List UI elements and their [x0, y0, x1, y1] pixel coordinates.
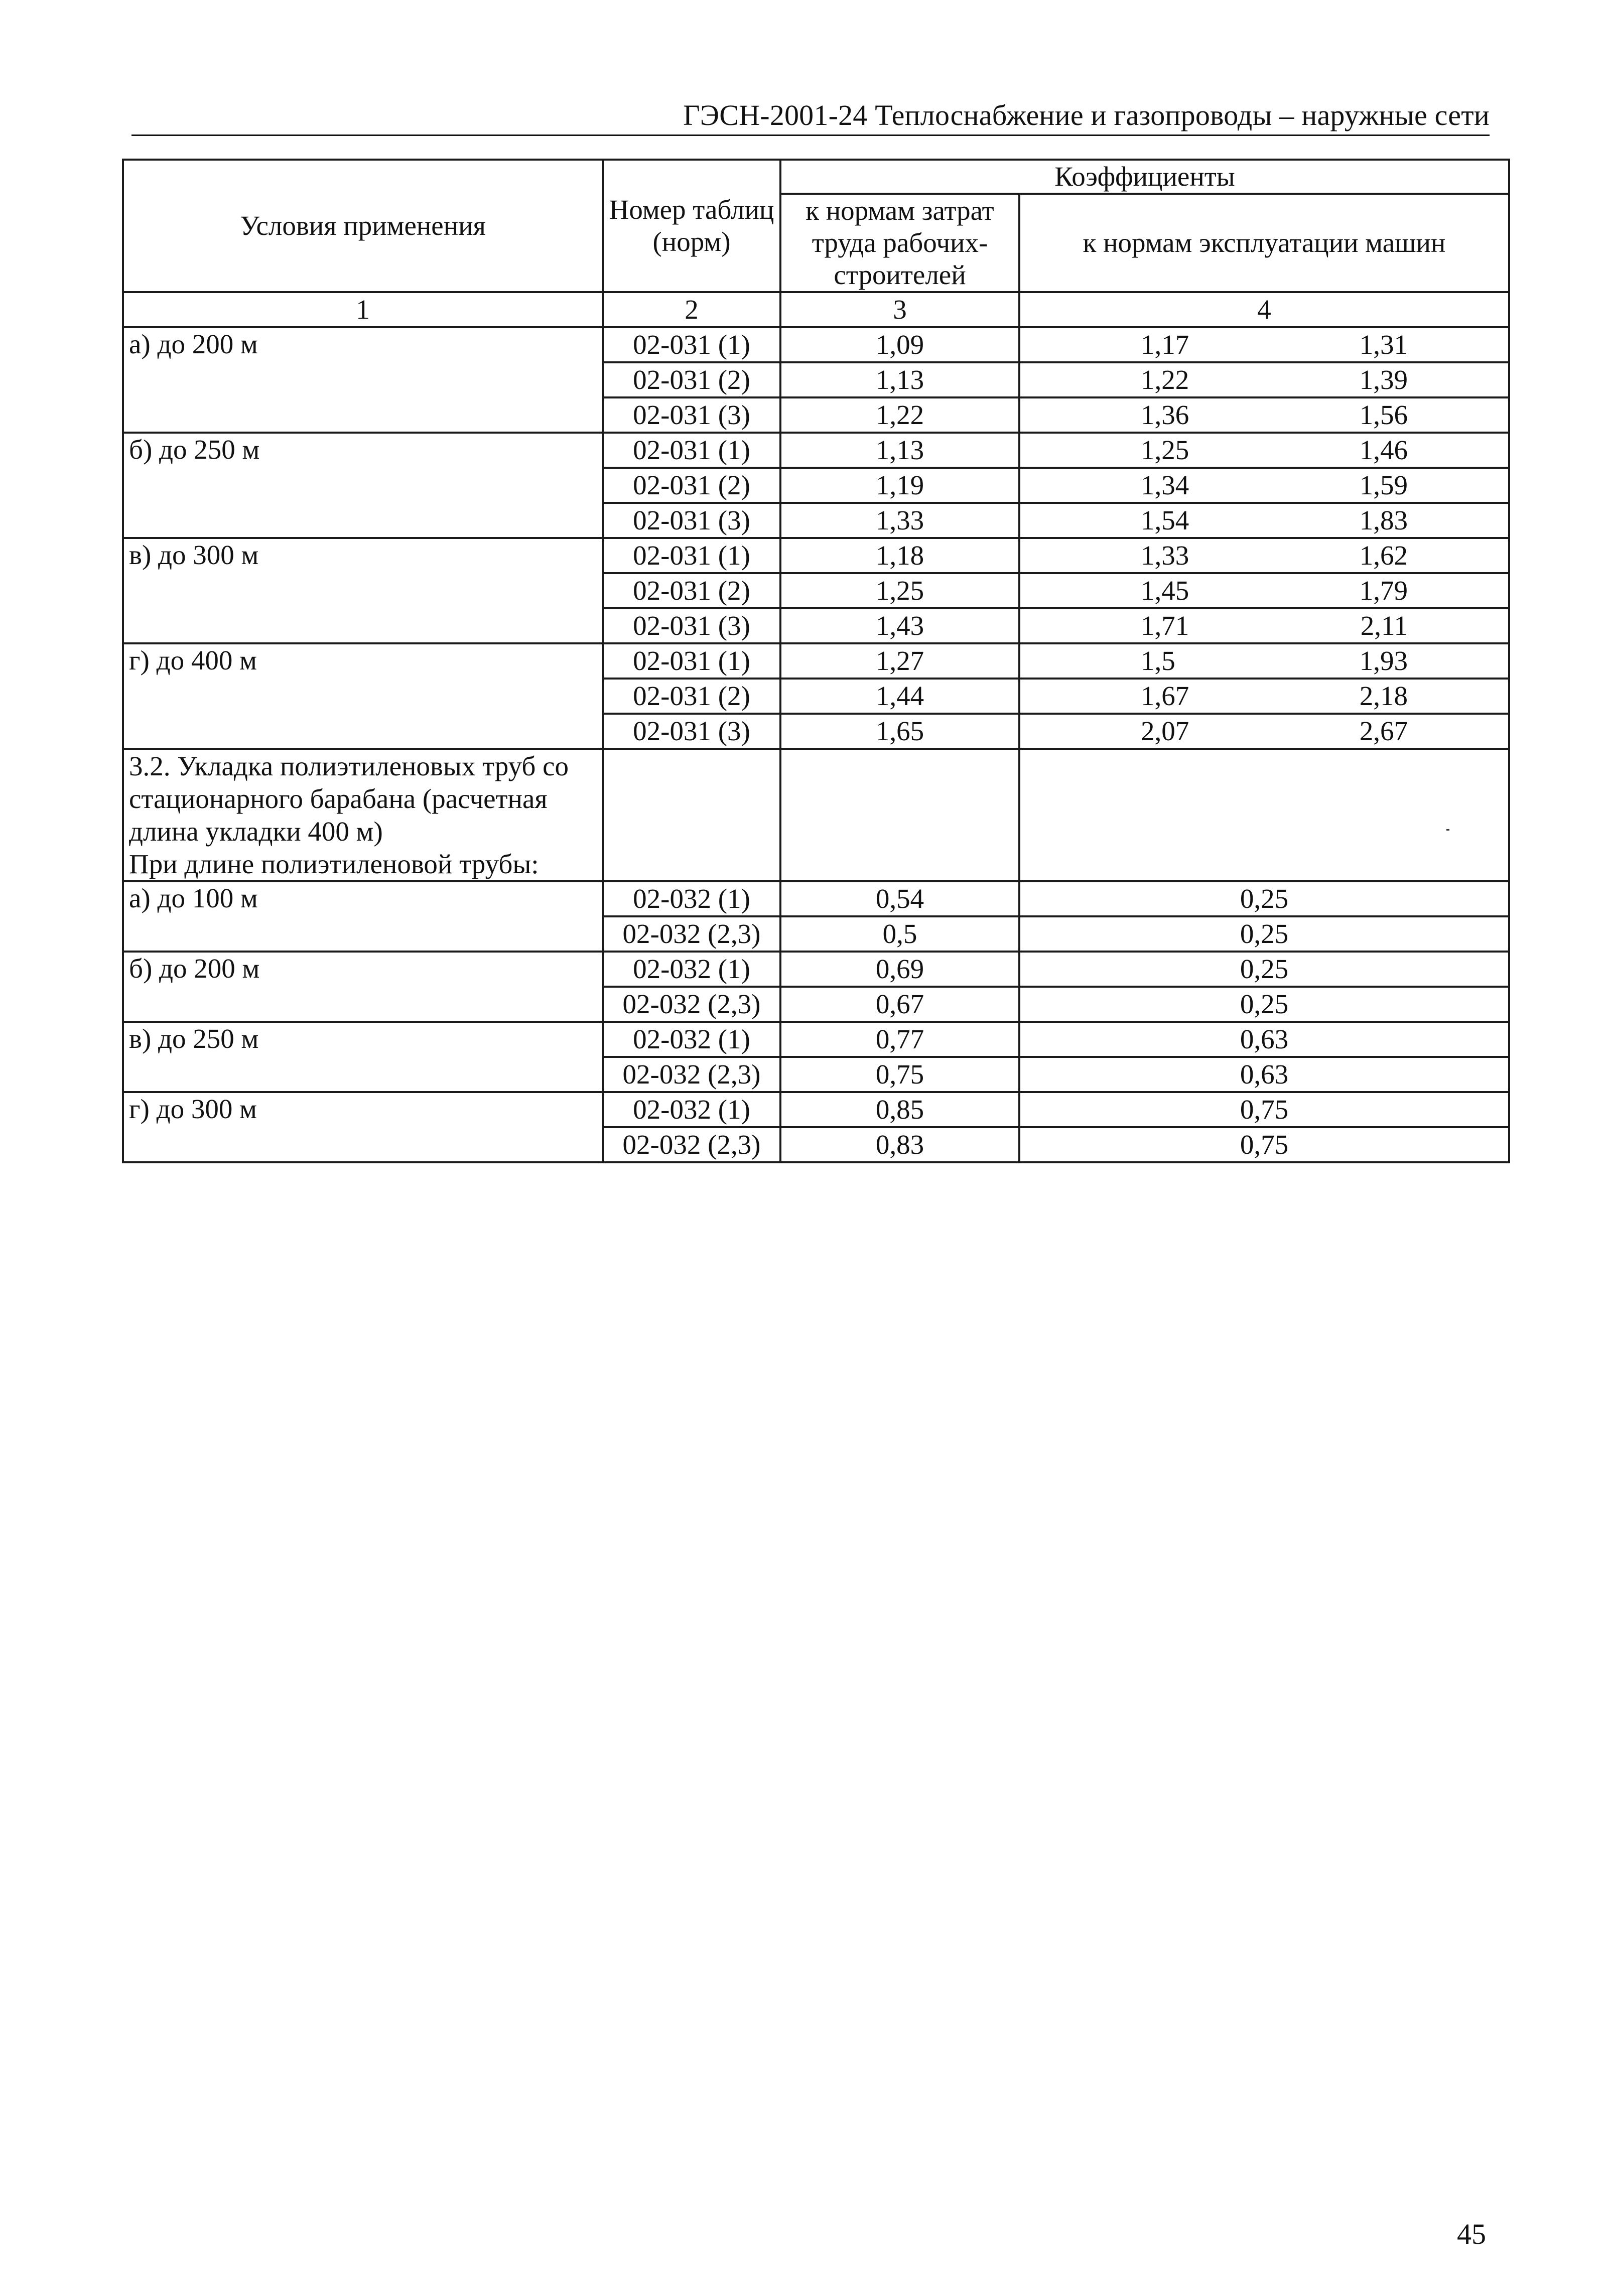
machine-coefficient-1: 1,54 [1141, 505, 1189, 535]
table-number-cell: 02-032 (1) [603, 881, 780, 916]
table-row [123, 643, 1509, 679]
labor-coefficient-cell: 1,13 [780, 362, 1019, 397]
machine-coefficient-2: 1,62 [1359, 540, 1408, 571]
condition-cell: б) до 200 м [123, 952, 603, 1022]
table-number-cell: 02-032 (1) [603, 1092, 780, 1127]
machine-coefficient-1: 1,45 [1141, 575, 1189, 606]
machine-coefficient-2: 1,56 [1359, 399, 1408, 430]
machine-coefficients [1025, 715, 1503, 747]
machine-coefficients [1025, 469, 1503, 501]
labor-coefficient-cell: 1,65 [780, 714, 1019, 749]
machine-coefficient-cell: 0,25 [1019, 916, 1509, 952]
labor-coefficient-cell: 1,18 [780, 538, 1019, 573]
section-title: 3.2. Укладка полиэтиленовых труб со стационарного барабана (расчетная длина укладки 400 м) [129, 751, 569, 847]
labor-coefficient-cell: 0,77 [780, 1022, 1019, 1057]
labor-coefficient-cell: 1,33 [780, 503, 1019, 538]
machine-coefficient-1: 2,07 [1141, 716, 1189, 746]
table-row [123, 327, 1509, 362]
machine-coefficient-cell: 0,63 [1019, 1022, 1509, 1057]
machine-coefficients [1025, 364, 1503, 396]
machine-coefficient-cell: 0,25 [1019, 987, 1509, 1022]
table-number-cell: 02-031 (2) [603, 362, 780, 397]
machine-coefficients-cell [1019, 433, 1509, 468]
machine-coefficients-cell [1019, 679, 1509, 714]
header-rule [131, 134, 1490, 136]
machine-coefficient-cell: 0,25 [1019, 881, 1509, 916]
machine-coefficients-cell [1019, 503, 1509, 538]
machine-coefficients-cell [1019, 468, 1509, 503]
labor-coefficient-cell: 0,5 [780, 916, 1019, 952]
header-coefficients: Коэффициенты [780, 160, 1509, 194]
machine-coefficient-2: 1,31 [1359, 329, 1408, 360]
table-number-cell: 02-031 (2) [603, 679, 780, 714]
machine-coefficients-cell [1019, 643, 1509, 679]
section-row [123, 749, 1509, 881]
labor-coefficient-cell: 1,25 [780, 573, 1019, 608]
condition-cell: г) до 300 м [123, 1092, 603, 1162]
table-number-cell: 02-031 (1) [603, 327, 780, 362]
labor-coefficient-cell: 1,44 [780, 679, 1019, 714]
table-number-cell: 02-032 (2,3) [603, 1057, 780, 1092]
condition-cell: а) до 200 м [123, 327, 603, 433]
condition-cell: б) до 250 м [123, 433, 603, 538]
labor-coefficient-cell: 1,19 [780, 468, 1019, 503]
empty-cell [1019, 749, 1509, 881]
section-title-cell [123, 749, 603, 881]
table-number-cell: 02-031 (3) [603, 397, 780, 433]
machine-coefficient-2: 1,39 [1359, 364, 1408, 395]
table-row [123, 1022, 1509, 1057]
labor-coefficient-cell: 0,54 [780, 881, 1019, 916]
labor-coefficient-cell: 1,13 [780, 433, 1019, 468]
header-labor: к нормам затрат труда рабочих-строителей [780, 194, 1019, 292]
machine-coefficient-1: 1,33 [1141, 540, 1189, 571]
labor-coefficient-cell: 0,83 [780, 1127, 1019, 1162]
machine-coefficients [1025, 575, 1503, 607]
labor-coefficient-cell: 1,22 [780, 397, 1019, 433]
machine-coefficient-cell: 0,75 [1019, 1092, 1509, 1127]
scan-dot [1446, 829, 1449, 831]
labor-coefficient-cell: 0,67 [780, 987, 1019, 1022]
condition-cell: а) до 100 м [123, 881, 603, 952]
machine-coefficients [1025, 434, 1503, 466]
table-number-cell: 02-032 (2,3) [603, 987, 780, 1022]
labor-coefficient-cell: 0,69 [780, 952, 1019, 987]
condition-cell: в) до 300 м [123, 538, 603, 643]
machine-coefficients [1025, 680, 1503, 712]
table-number-cell: 02-032 (2,3) [603, 1127, 780, 1162]
document-header-title: ГЭСН-2001-24 Теплоснабжение и газопроводы – наружные сети [683, 99, 1490, 131]
machine-coefficient-2: 2,11 [1360, 610, 1408, 641]
condition-cell: г) до 400 м [123, 643, 603, 749]
table-number-cell: 02-032 (1) [603, 952, 780, 987]
table-number-cell: 02-032 (2,3) [603, 916, 780, 952]
table-number-cell: 02-031 (3) [603, 608, 780, 643]
header-conditions: Условия применения [123, 160, 603, 292]
table-row [123, 538, 1509, 573]
machine-coefficient-2: 2,18 [1359, 681, 1408, 711]
table-number-cell: 02-032 (1) [603, 1022, 780, 1057]
machine-coefficient-2: 1,93 [1359, 645, 1408, 676]
machine-coefficients-cell [1019, 397, 1509, 433]
table-number-cell: 02-031 (1) [603, 538, 780, 573]
machine-coefficient-2: 2,67 [1359, 716, 1408, 746]
header-table-number: Номер таблиц (норм) [603, 160, 780, 292]
table-row [123, 881, 1509, 916]
machine-coefficients-cell [1019, 608, 1509, 643]
machine-coefficient-1: 1,36 [1141, 399, 1189, 430]
column-number: 3 [780, 292, 1019, 327]
machine-coefficient-cell: 0,25 [1019, 952, 1509, 987]
machine-coefficient-1: 1,34 [1141, 470, 1189, 500]
empty-cell [603, 749, 780, 881]
machine-coefficient-1: 1,67 [1141, 681, 1189, 711]
labor-coefficient-cell: 1,09 [780, 327, 1019, 362]
machine-coefficient-1: 1,17 [1141, 329, 1189, 360]
machine-coefficient-2: 1,83 [1359, 505, 1408, 535]
machine-coefficient-1: 1,5 [1141, 645, 1175, 676]
table-row [123, 1092, 1509, 1127]
table-number-cell: 02-031 (3) [603, 503, 780, 538]
machine-coefficients-cell [1019, 362, 1509, 397]
machine-coefficients-cell [1019, 573, 1509, 608]
machine-coefficients-cell [1019, 538, 1509, 573]
condition-cell: в) до 250 м [123, 1022, 603, 1092]
machine-coefficient-1: 1,71 [1141, 610, 1189, 641]
machine-coefficients-cell [1019, 714, 1509, 749]
coefficients-table [122, 159, 1510, 1163]
machine-coefficients [1025, 399, 1503, 431]
column-number: 1 [123, 292, 603, 327]
machine-coefficient-2: 1,59 [1359, 470, 1408, 500]
machine-coefficients-cell [1019, 327, 1509, 362]
machine-coefficient-2: 1,79 [1359, 575, 1408, 606]
table-row [123, 433, 1509, 468]
table-number-cell: 02-031 (3) [603, 714, 780, 749]
machine-coefficients [1025, 610, 1503, 642]
labor-coefficient-cell: 0,75 [780, 1057, 1019, 1092]
table-number-cell: 02-031 (2) [603, 573, 780, 608]
machine-coefficient-cell: 0,63 [1019, 1057, 1509, 1092]
header-machines: к нормам эксплуатации машин [1019, 194, 1509, 292]
table-header-row [123, 160, 1509, 194]
labor-coefficient-cell: 1,43 [780, 608, 1019, 643]
machine-coefficients [1025, 645, 1503, 677]
table-number-cell: 02-031 (1) [603, 643, 780, 679]
table-number-cell: 02-031 (2) [603, 468, 780, 503]
machine-coefficients [1025, 329, 1503, 361]
table-number-cell: 02-031 (1) [603, 433, 780, 468]
table-row [123, 952, 1509, 987]
machine-coefficient-2: 1,46 [1359, 435, 1408, 465]
page-number: 45 [1457, 2218, 1486, 2250]
column-numbers-row [123, 292, 1509, 327]
machine-coefficient-cell: 0,75 [1019, 1127, 1509, 1162]
machine-coefficient-1: 1,25 [1141, 435, 1189, 465]
section-subtitle: При длине полиэтиленовой трубы: [129, 849, 539, 879]
empty-cell [780, 749, 1019, 881]
labor-coefficient-cell: 1,27 [780, 643, 1019, 679]
column-number: 2 [603, 292, 780, 327]
machine-coefficient-1: 1,22 [1141, 364, 1189, 395]
column-number: 4 [1019, 292, 1509, 327]
machine-coefficients [1025, 504, 1503, 536]
machine-coefficients [1025, 539, 1503, 572]
labor-coefficient-cell: 0,85 [780, 1092, 1019, 1127]
